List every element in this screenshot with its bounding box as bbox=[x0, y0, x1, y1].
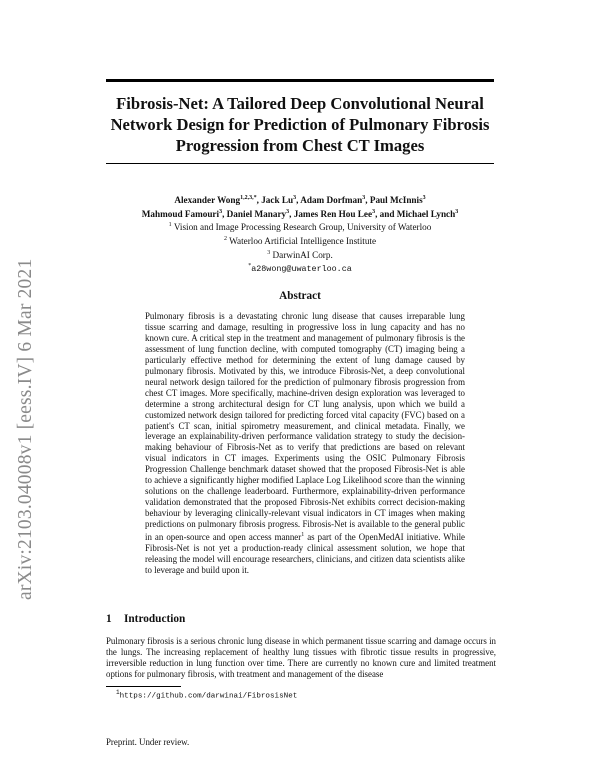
section-title: Introduction bbox=[124, 613, 186, 625]
affiliation-mark: 3 bbox=[267, 249, 271, 256]
abstract-heading: Abstract bbox=[279, 290, 321, 302]
affiliation-mark: 1 bbox=[168, 222, 172, 229]
author-affiliation-mark: 3 bbox=[362, 195, 366, 201]
author-affiliation-mark: 3 bbox=[219, 208, 223, 215]
author-name: Alexander Wong bbox=[174, 195, 241, 206]
author-affiliation-mark: 3 bbox=[422, 195, 426, 201]
arxiv-identifier-text: arXiv:2103.04008v1 [eess.IV] 6 Mar 2021 bbox=[15, 258, 36, 600]
section-number: 1 bbox=[106, 613, 112, 625]
title-line: Network Design for Prediction of Pulmonary Fibrosis bbox=[110, 115, 490, 134]
author-affiliation-mark: 3 bbox=[286, 208, 290, 215]
title-top-rule bbox=[106, 79, 494, 82]
email-mark: * bbox=[248, 263, 252, 270]
author-email[interactable]: a28wong@uwaterloo.ca bbox=[251, 264, 352, 275]
affiliation-line bbox=[100, 248, 500, 262]
arxiv-identifier-stamp bbox=[12, 200, 40, 600]
affiliation-mark: 2 bbox=[223, 235, 227, 242]
author-separator: , bbox=[256, 195, 262, 206]
author-name: Adam Dorfman bbox=[300, 195, 363, 206]
author-separator: , bbox=[289, 208, 294, 219]
section-heading-introduction bbox=[106, 613, 185, 625]
footnote-url[interactable]: https://github.com/darwinai/FibrosisNet bbox=[119, 692, 298, 701]
email-line bbox=[100, 261, 500, 276]
abstract-body bbox=[145, 311, 465, 576]
author-name: Jack Lu bbox=[261, 195, 294, 206]
author-block bbox=[100, 193, 500, 276]
footnote-mark: 1 bbox=[116, 689, 120, 696]
footnote-rule bbox=[106, 686, 181, 687]
affiliation-text: Vision and Image Processing Research Group, University of Waterloo bbox=[173, 222, 432, 233]
author-name: Mahmoud Famouri bbox=[141, 208, 220, 219]
title-line: Progression from Chest CT Images bbox=[175, 136, 425, 155]
author-affiliation-mark: 3 bbox=[372, 208, 376, 215]
footnote bbox=[116, 689, 297, 701]
author-affiliation-mark: 3 bbox=[293, 195, 297, 201]
author-affiliation-mark: 1,2,3,* bbox=[240, 195, 257, 201]
author-separator: , and bbox=[375, 208, 397, 219]
author-name: Paul McInnis bbox=[369, 195, 423, 206]
affiliation-line bbox=[100, 220, 500, 234]
author-separator: , bbox=[222, 208, 227, 219]
author-separator: , bbox=[296, 195, 301, 206]
author-line bbox=[100, 193, 500, 207]
author-name: Daniel Manary bbox=[226, 208, 287, 219]
author-affiliation-mark: 3 bbox=[455, 208, 459, 215]
abstract-text: Pulmonary fibrosis is a devastating chronic lung disease that causes irreparable lung tissue scarring and damage, resulting in progressive loss in lung capacity and has no known cure. A critical step in the treatment and management of pulmonary fibrosis is the assessment of lung function decline, with computed tomography (CT) imaging being a particularly effective method for determining the extent of lung damage caused by pulmonary fibrosis. Motivated by this, we introduce Fibrosis-Net, a deep convolutional neural network design tailored for the prediction of pulmonary fibrosis progression from chest CT images. More specifically, machine-driven design exploration was leveraged to determine a strong architectural design for CT lung analysis, upon which we build a customized network design tailored for predicting forced vital capacity (FVC) based on a patient's CT scan, initial spirometry measurement, and clinical metadata. Finally, we leverage an explainability-driven performance validation strategy to study the decision-making behaviour of Fibrosis-Net as to verify that predictions are based on relevant visual indicators in CT images. Experiments using the OSIC Pulmonary Fibrosis Progression Challenge benchmark dataset showed that the proposed Fibrosis-Net is able to achieve a significantly higher modified Laplace Log Likelihood score than the winning solutions on the challenge leaderboard. Furthermore, explainability-driven performance validation demonstrated that the proposed Fibrosis-Net exhibits correct decision-making behaviour by leveraging clinically-relevant visual indicators in CT images when making predictions on pulmonary fibrosis progress. Fibrosis-Net is available to the general public in an open-source and open access manner bbox=[145, 311, 465, 543]
author-name: Michael Lynch bbox=[396, 208, 456, 219]
author-separator: , bbox=[365, 195, 370, 206]
paper-title bbox=[100, 93, 500, 156]
preprint-note: Preprint. Under review. bbox=[106, 737, 190, 747]
author-name: James Ren Hou Lee bbox=[293, 208, 373, 219]
affiliation-text: DarwinAI Corp. bbox=[272, 249, 333, 260]
affiliation-text: Waterloo Artificial Intelligence Institute bbox=[229, 236, 377, 247]
footnote-reference[interactable]: 1 bbox=[301, 532, 305, 539]
abstract-text-continued: as part of the OpenMedAI initiative. While Fibrosis-Net is not yet a production-ready clinical assessment solution, we hope that releasing the model will encourage researchers, clinicians, and citizen data scientists alike to leverage and build upon it. bbox=[145, 532, 465, 575]
title-bottom-rule bbox=[106, 163, 494, 164]
affiliation-line bbox=[100, 234, 500, 248]
introduction-paragraph: Pulmonary fibrosis is a serious chronic lung disease in which permanent tissue scarring and damage occurs in the lungs. The increasing replacement of healthy lung tissues with fibrotic tissue results in progressive, irreversible reduction in lung function over time. There are currently no known cure and limited treatment options for pulmonary fibrosis, with treatment and management of the disease bbox=[106, 636, 496, 679]
title-line: Fibrosis-Net: A Tailored Deep Convolutional Neural bbox=[116, 94, 484, 113]
author-line bbox=[100, 207, 500, 221]
